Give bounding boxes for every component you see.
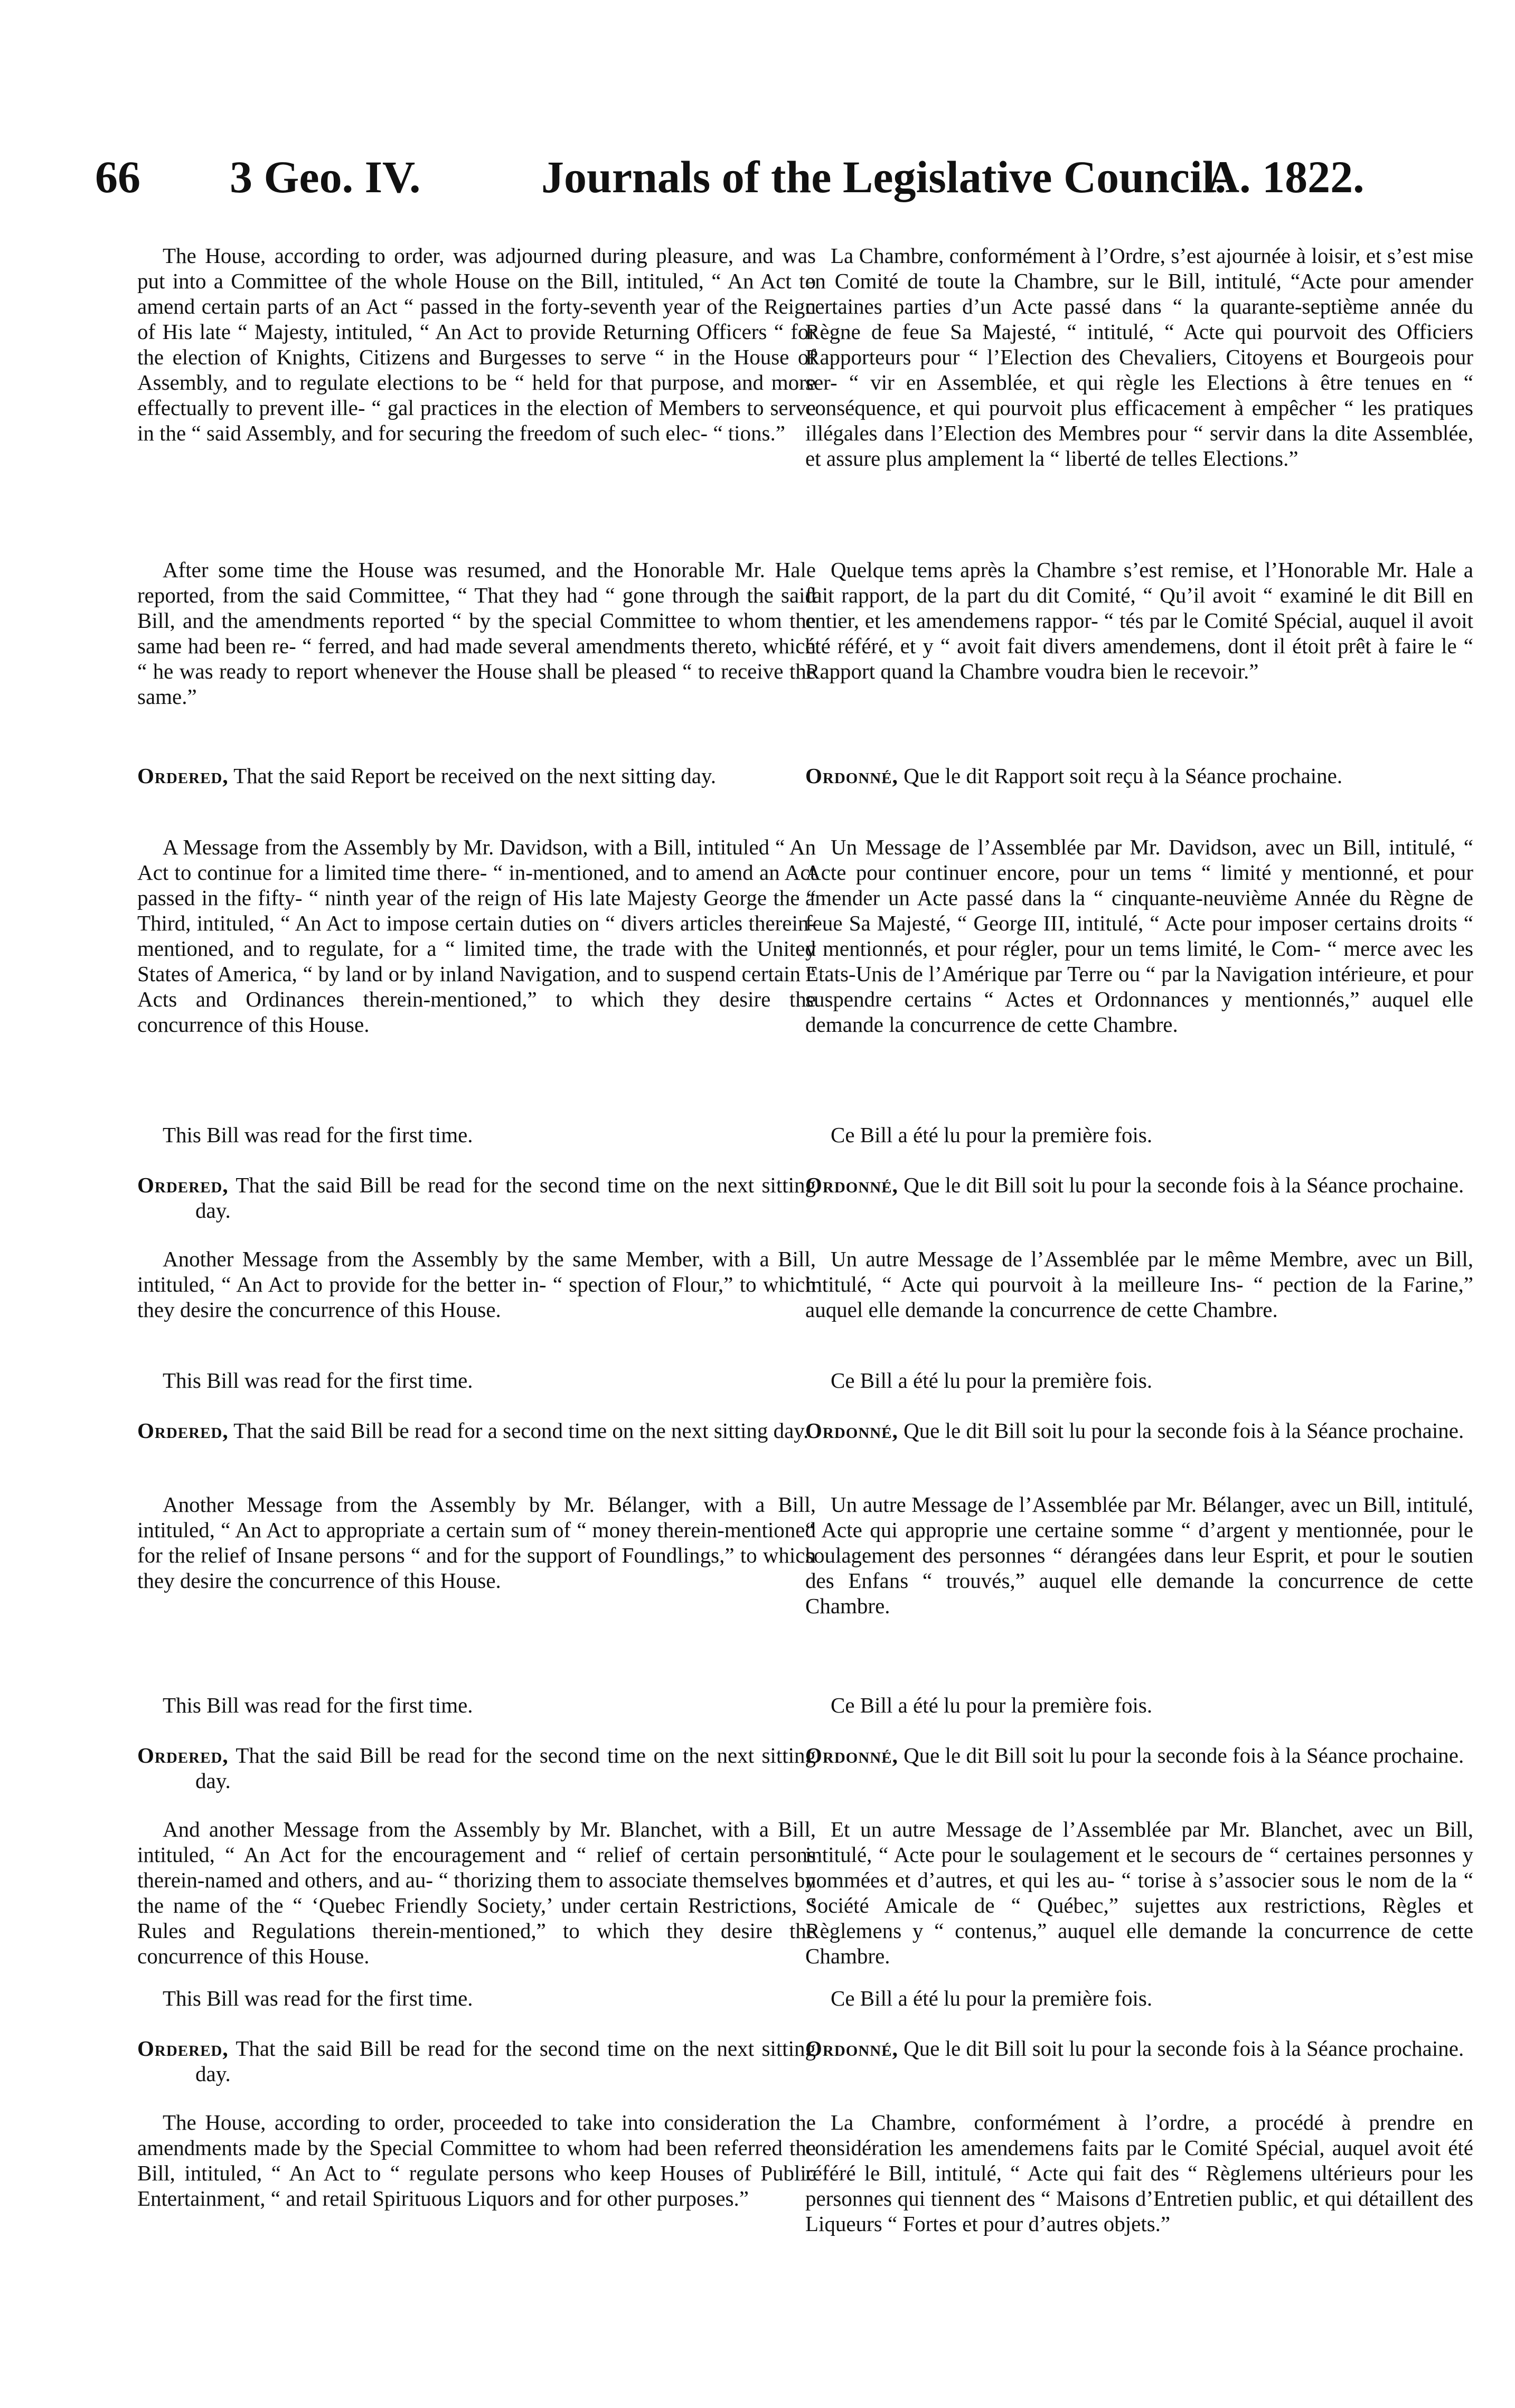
en-order-second-reading bbox=[137, 1172, 816, 1223]
ordered-label: Ordered, bbox=[137, 1743, 229, 1767]
en-order-text: That the said Bill be read for the second time on the next sitting day. bbox=[195, 1743, 816, 1793]
page-number: 66 bbox=[95, 152, 140, 202]
ordered-label: Ordered, bbox=[137, 764, 229, 788]
en-order-text: That the said Bill be read for a second time on the next sitting day. bbox=[233, 1418, 809, 1443]
en-first-reading: This Bill was read for the first time. bbox=[163, 1123, 473, 1147]
fr-order-text: Que le dit Bill soit lu pour la seconde fois à la Séance prochaine. bbox=[904, 1173, 1464, 1197]
fr-para-flour-message: Un autre Message de l’Assemblée par le même Membre, avec un Bill, intitulé, “ Acte qui pourvoit à la meilleure Ins- “ pection de la Farine,” auquel elle demande la concurrence de cette Chambre. bbox=[805, 1247, 1473, 1322]
fr-first-reading: Ce Bill a été lu pour la première fois. bbox=[831, 1693, 1153, 1717]
ordered-label: Ordered, bbox=[137, 2036, 229, 2061]
ordered-label: Ordered, bbox=[137, 1418, 229, 1443]
en-para-davidson-message: A Message from the Assembly by Mr. Davidson, with a Bill, intituled “ An Act to continue for a limited time there- “ in-mentioned, and to amend an Act passed in the fifty- “ ninth year of the reign of His late Majesty George the “ Third, intituled, “ An Act to impose certain duties on “ divers articles therein-mentioned, and to regulate, for a “ limited time, the trade with the United States of America, “ by land or by inland Navigation, and to suspend certain “ Acts and Ordinances therein-mentioned,” to which they desire the concurrence of this House. bbox=[137, 835, 816, 1037]
fr-order-text: Que le dit Bill soit lu pour la seconde fois à la Séance prochaine. bbox=[904, 1418, 1464, 1443]
en-order-second-reading bbox=[137, 1743, 816, 1793]
fr-order-text: Que le dit Bill soit lu pour la seconde fois à la Séance prochaine. bbox=[904, 2036, 1464, 2061]
fr-order-second-reading bbox=[805, 1172, 1473, 1198]
fr-order-text: Que le dit Bill soit lu pour la seconde fois à la Séance prochaine. bbox=[904, 1743, 1464, 1767]
ordonne-label: Ordonné, bbox=[805, 1173, 898, 1197]
fr-para-belanger-message: Un autre Message de l’Assemblée par Mr. Bélanger, avec un Bill, intitulé, “ Acte qui approprie une certaine somme “ d’argent y mentionnée, pour le soulagement des personnes “ dérangées dans leur Esprit, et pour le soutien des Enfans “ trouvés,” auquel elle demande la concurrence de cette Chambre. bbox=[805, 1492, 1473, 1618]
calendar-year: A. 1822. bbox=[1207, 152, 1365, 202]
en-first-reading: This Bill was read for the first time. bbox=[163, 1368, 473, 1393]
fr-first-reading: Ce Bill a été lu pour la première fois. bbox=[831, 1986, 1153, 2010]
en-first-reading: This Bill was read for the first time. bbox=[163, 1986, 473, 2010]
en-order-second-reading bbox=[137, 2036, 816, 2086]
fr-para-amendments: La Chambre, conformément à l’ordre, a procédé à prendre en considération les amendemens faits par le Comité Spécial, auquel avoit été référé le Bill, intitulé, “ Acte qui fait des “ Règlemens ultérieurs pour les personnes qui tiennent des “ Maisons d’Entretien public, et qui détaillent des Liqueurs “ Fortes et pour d’autres objets.” bbox=[805, 2110, 1473, 2236]
en-para-hale-report: After some time the House was resumed, and the Honorable Mr. Hale reported, from the said Committee, “ That they had “ gone through the said Bill, and the amendments reported “ by the special Committee to whom the same had been re- “ ferred, and had made several amendments thereto, which “ he was ready to report whenever the House shall be pleased “ to receive the same.” bbox=[137, 558, 816, 709]
regnal-year: 3 Geo. IV. bbox=[230, 152, 421, 202]
fr-order-second-reading bbox=[805, 1743, 1473, 1768]
fr-first-reading: Ce Bill a été lu pour la première fois. bbox=[831, 1368, 1153, 1393]
en-para-flour-message: Another Message from the Assembly by the same Member, with a Bill, intituled, “ An Act to provide for the better in- “ spection of Flour,” to which they desire the concurrence of this House. bbox=[137, 1247, 816, 1322]
en-first-reading: This Bill was read for the first time. bbox=[163, 1693, 473, 1717]
ordered-label: Ordered, bbox=[137, 1173, 229, 1197]
fr-para-blanchet-message: Et un autre Message de l’Assemblée par Mr. Blanchet, avec un Bill, intitulé, “ Acte pour le soulagement et le secours de “ certaines personnes y nommées et d’autres, et qui les au- “ torise à s’associer sous le nom de la “ Société Amicale de “ Québec,” sujettes aux restrictions, Règles et Règlemens y “ contenus,” auquel elle demande la concurrence de cette Chambre. bbox=[805, 1817, 1473, 1968]
journal-title: Journals of the Legislative Council. bbox=[541, 152, 1227, 202]
en-para-blanchet-message: And another Message from the Assembly by Mr. Blanchet, with a Bill, intituled, “ An Act for the encouragement and “ relief of certain persons therein-named and others, and au- “ thorizing them to associate themselves by the name of the “ ‘Quebec Friendly Society,’ under certain Restrictions, “ Rules and Regulations therein-mentioned,” to which they desire the concurrence of this House. bbox=[137, 1817, 816, 1968]
fr-order-second-reading bbox=[805, 2036, 1473, 2061]
ordonne-label: Ordonné, bbox=[805, 764, 898, 788]
running-header bbox=[95, 150, 1468, 209]
ordonne-label: Ordonné, bbox=[805, 1743, 898, 1767]
en-order-text: That the said Bill be read for the second time on the next sitting day. bbox=[195, 1173, 816, 1222]
ordonne-label: Ordonné, bbox=[805, 1418, 898, 1443]
fr-first-reading: Ce Bill a été lu pour la première fois. bbox=[831, 1123, 1153, 1147]
ordonne-label: Ordonné, bbox=[805, 2036, 898, 2061]
fr-order-text: Que le dit Rapport soit reçu à la Séance prochaine. bbox=[904, 764, 1343, 788]
en-order-report bbox=[137, 763, 816, 788]
fr-order-second-reading bbox=[805, 1418, 1473, 1443]
fr-para-adjourned: La Chambre, conformément à l’Ordre, s’est ajournée à loisir, et s’est mise en Comité de toute la Chambre, sur le Bill, intitulé, “Acte pour amender certaines parties d’un Acte passé dans “ la quarante-septième année du Règne de feue Sa Majesté, “ intitulé, “ Acte qui pourvoit des Officiers Rapporteurs pour “ l’Election des Chevaliers, Citoyens et Bourgeois pour ser- “ vir en Assemblée, et qui règle les Elections à être tenues en “ conséquence, et qui pourvoit plus efficacement à empêcher “ les pratiques illégales dans l’Election des Membres pour “ servir dans la dite Assemblée, et assure plus amplement la “ liberté de telles Elections.” bbox=[805, 243, 1473, 471]
en-order-second-reading bbox=[137, 1418, 816, 1443]
en-order-text: That the said Bill be read for the second time on the next sitting day. bbox=[195, 2036, 816, 2086]
fr-para-hale-report: Quelque tems après la Chambre s’est remise, et l’Honorable Mr. Hale a fait rapport, de la part du dit Comité, “ Qu’il avoit “ examiné le dit Bill en entier, et les amendemens rappor- “ tés par le Comité Spécial, auquel il avoit été référé, et y “ avoit fait divers amendemens, dont il étoit prêt à faire le “ Rapport quand la Chambre voudra bien le recevoir.” bbox=[805, 558, 1473, 683]
fr-order-report bbox=[805, 763, 1473, 788]
en-para-amendments: The House, according to order, proceeded to take into consideration the amendments made by the Special Committee to whom had been referred the Bill, intituled, “ An Act to “ regulate persons who keep Houses of Public Entertainment, “ and retail Spirituous Liquors and for other purposes.” bbox=[137, 2110, 816, 2211]
fr-para-davidson-message: Un Message de l’Assemblée par Mr. Davidson, avec un Bill, intitulé, “ Acte pour continuer encore, pour un tems “ limité y mentionné, et pour amender un Acte passé dans la “ cinquante-neuvième Année du Règne de feue Sa Majesté, “ George III, intitulé, “ Acte pour imposer certains droits “ y mentionnés, et pour régler, pour un tems limité, le Com- “ merce avec les Etats-Unis de l’Amérique par Terre ou “ par la Navigation intérieure, et pour suspendre certains “ Actes et Ordonnances y mentionnés,” auquel elle demande la concurrence de cette Chambre. bbox=[805, 835, 1473, 1037]
en-order-text: That the said Report be received on the next sitting day. bbox=[233, 764, 716, 788]
en-para-adjourned: The House, according to order, was adjourned during pleasure, and was put into a Committee of the whole House on the Bill, intituled, “ An Act to amend certain parts of an Act “ passed in the forty-seventh year of the Reign of His late “ Majesty, intituled, “ An Act to provide Returning Officers “ for the election of Knights, Citizens and Burgesses to serve “ in the House of Assembly, and to regulate elections to be “ held for that purpose, and more effectually to prevent ille- “ gal practices in the election of Members to serve in the “ said Assembly, and for securing the freedom of such elec- “ tions.” bbox=[137, 243, 816, 445]
en-para-belanger-message: Another Message from the Assembly by Mr. Bélanger, with a Bill, intituled, “ An Act to appropriate a certain sum of “ money therein-mentioned for the relief of Insane persons “ and for the support of Foundlings,” to which they desire the concurrence of this House. bbox=[137, 1492, 816, 1593]
